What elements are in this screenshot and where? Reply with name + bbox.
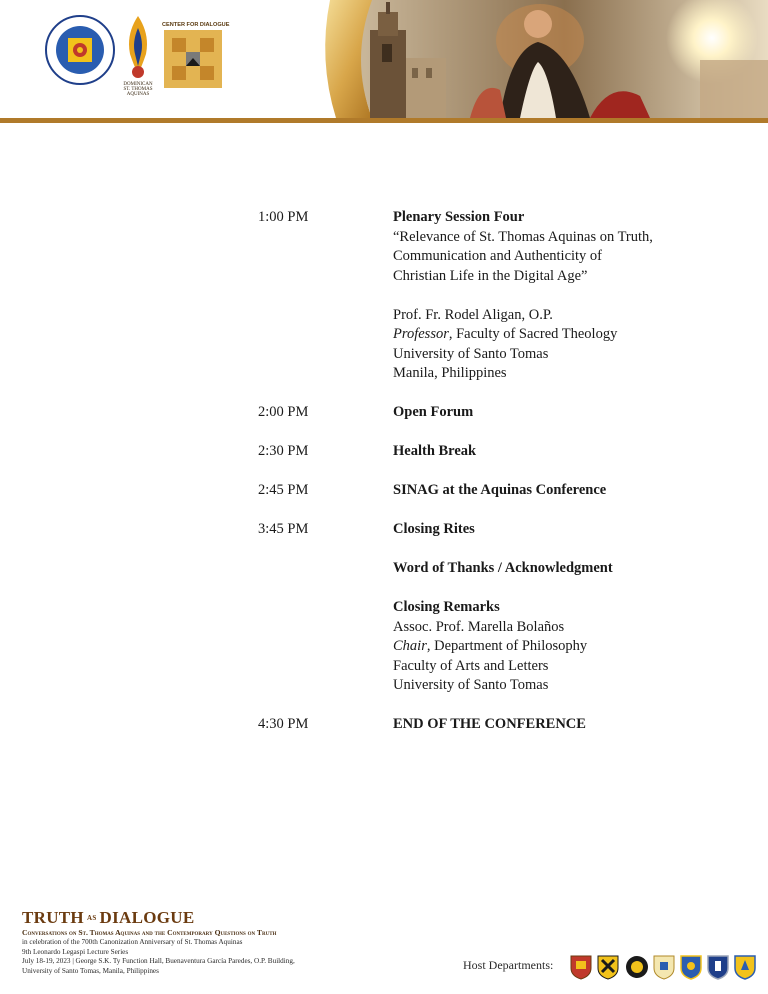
cfd-logo-text: CENTER FOR DIALOGUE	[162, 22, 230, 28]
session-detail-line: Assoc. Prof. Marella Bolaños	[393, 618, 565, 635]
schedule-spacer	[393, 579, 753, 599]
role-separator: ,	[426, 638, 435, 654]
host-departments-label: Host Departments:	[463, 958, 554, 972]
host-department-crest-icon	[679, 954, 703, 980]
schedule-spacer	[393, 286, 753, 306]
dominican-caption-line: ST. THOMAS	[123, 87, 153, 92]
host-department-crest-icon	[625, 954, 649, 980]
conference-footer	[22, 908, 382, 976]
session-title: END OF THE CONFERENCE	[393, 716, 586, 732]
conference-title	[22, 908, 382, 928]
role-title: Professor	[393, 326, 449, 342]
session-title: Closing Rites	[393, 521, 475, 537]
session-detail-line: Faculty of Arts and Letters	[393, 657, 549, 674]
dominican-logo-caption	[118, 82, 158, 97]
venue-line-2: University of Santo Tomas, Manila, Philippines	[22, 966, 159, 975]
conference-subtitle: Conversations on St. Thomas Aquinas and the Contemporary Questions on Truth	[22, 928, 277, 937]
session-detail-line: Prof. Fr. Rodel Aligan, O.P.	[393, 306, 553, 323]
host-department-crest-icon	[706, 954, 730, 980]
session-detail-line: University of Santo Tomas	[393, 677, 549, 693]
session-title: Open Forum	[393, 404, 474, 420]
session-detail-line: University of Santo Tomas	[393, 345, 549, 362]
dominican-caption-line: DOMINICAN	[123, 82, 153, 87]
schedule-time: 1:00 PM	[258, 209, 309, 225]
session-title: Plenary Session Four	[393, 209, 525, 225]
speaker-role	[393, 325, 753, 345]
session-detail-line: Christian Life in the Digital Age”	[393, 267, 588, 284]
host-department-crest-icon	[652, 954, 676, 980]
role-separator: ,	[448, 326, 457, 342]
role-affiliation: Department of Philosophy	[434, 638, 588, 654]
page-header	[0, 0, 768, 124]
speaker-role	[393, 637, 753, 657]
schedule-time: 2:45 PM	[258, 482, 309, 498]
session-title: Health Break	[393, 443, 477, 459]
schedule-detail	[393, 208, 753, 384]
header-gold-rule	[0, 118, 768, 123]
schedule-time: 2:30 PM	[258, 443, 309, 459]
venue-line: July 18-19, 2023 | George S.K. Ty Function Hall, Buenaventura García Paredes, O.P. Building,	[22, 957, 295, 965]
schedule-detail	[393, 715, 753, 735]
schedule-detail	[393, 520, 753, 696]
host-department-crest-icon	[596, 954, 620, 980]
center-for-dialogue-logo	[162, 22, 230, 94]
dominican-caption-line: AQUINAS	[126, 92, 150, 97]
host-department-crest-icon	[733, 954, 757, 980]
session-detail-line: Communication and Authenticity of	[393, 248, 603, 264]
schedule-time: 2:00 PM	[258, 404, 309, 420]
lecture-series-line: 9th Leonardo Legaspi Lecture Series	[22, 947, 129, 956]
role-title: Chair	[393, 638, 427, 654]
schedule-detail	[393, 442, 753, 462]
session-title: Word of Thanks / Acknowledgment	[393, 560, 613, 576]
title-dialogue: DIALOGUE	[99, 908, 195, 927]
schedule-detail	[393, 403, 753, 423]
schedule-spacer	[393, 540, 753, 560]
title-truth: TRUTH	[22, 908, 84, 927]
session-detail-line: “Relevance of St. Thomas Aquinas on Truth,	[393, 228, 653, 245]
host-department-crest-icon	[569, 954, 593, 980]
schedule-time: 3:45 PM	[258, 521, 309, 537]
schedule-detail	[393, 481, 753, 501]
session-title: Closing Remarks	[393, 599, 500, 615]
session-title: SINAG at the Aquinas Conference	[393, 482, 607, 498]
session-detail-line: Manila, Philippines	[393, 365, 507, 381]
celebration-line: in celebration of the 700th Canonization Anniversary of St. Thomas Aquinas	[22, 938, 243, 946]
title-as: AS	[86, 914, 97, 922]
schedule-time: 4:30 PM	[258, 716, 309, 732]
role-affiliation: Faculty of Sacred Theology	[456, 326, 618, 342]
ust-seal-logo	[44, 14, 116, 86]
